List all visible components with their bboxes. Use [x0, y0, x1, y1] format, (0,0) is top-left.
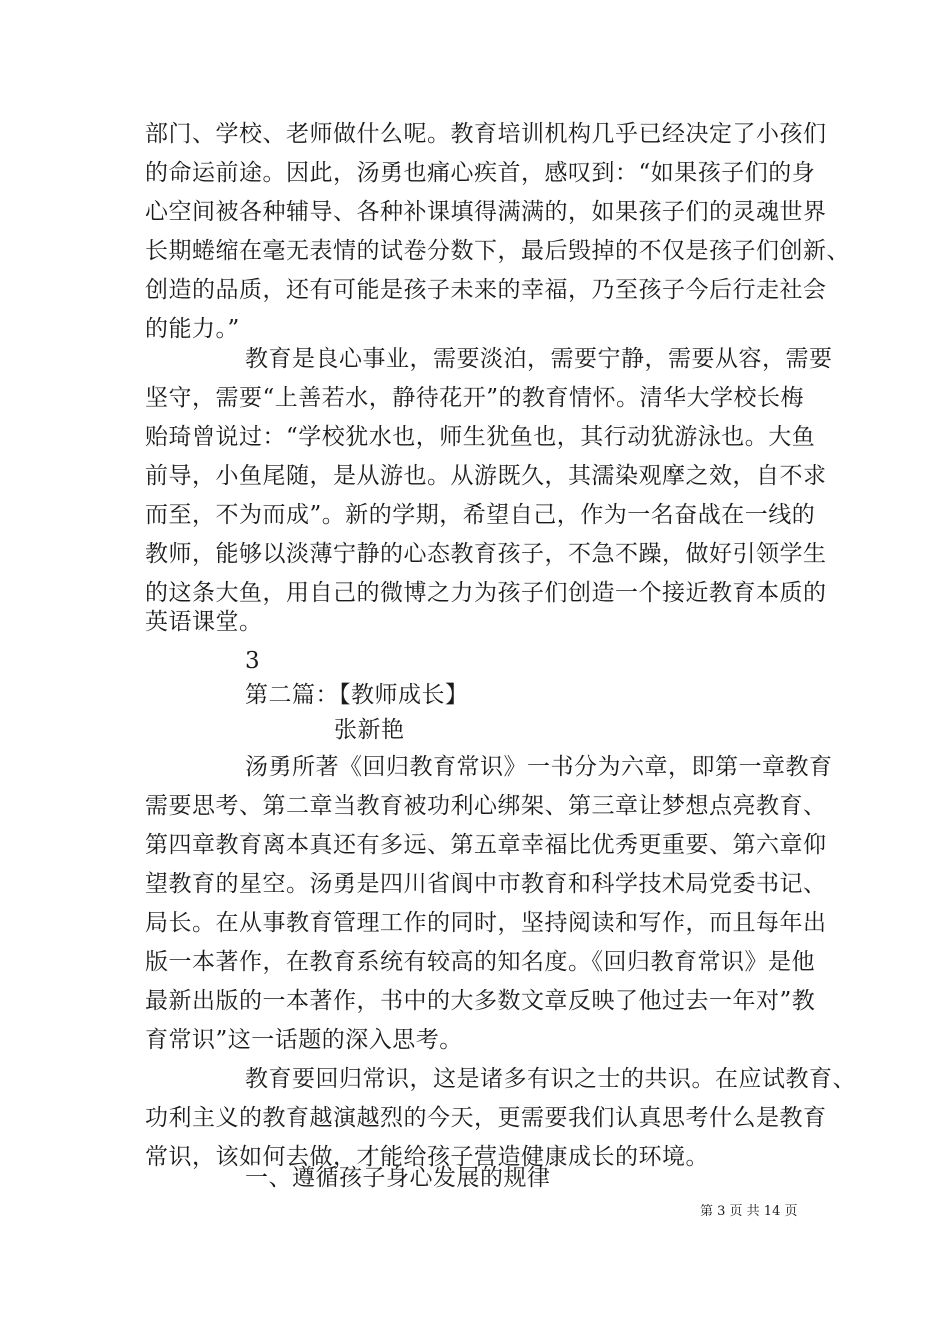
section-title: 第二篇：【教师成长】 [245, 682, 469, 708]
paragraph-line: 心空间被各种辅导、各种补课填得满满的，如果孩子们的灵魂世界 [145, 199, 827, 225]
page-footer: 第 3 页 共 14 页 [700, 1204, 798, 1219]
paragraph-line: 英语课堂。 [145, 609, 263, 635]
paragraph-line: 贻琦曾说过：“学校犹水也，师生犹鱼也，其行动犹游泳也。大鱼 [145, 424, 816, 450]
paragraph-line: 的能力。” [145, 316, 240, 342]
paragraph-line: 汤勇所著《回归教育常识》一书分为六章，即第一章教育 [245, 754, 833, 780]
paragraph-line: 望教育的星空。汤勇是四川省阆中市教育和科学技术局党委书记、 [145, 871, 827, 897]
paragraph-line: 长期蜷缩在毫无表情的试卷分数下，最后毁掉的不仅是孩子们创新、 [145, 238, 850, 264]
paragraph-line: 的命运前途。因此，汤勇也痛心疾首，感叹到：“如果孩子们的身 [145, 160, 816, 186]
author-name: 张新艳 [334, 717, 405, 743]
paragraph-line: 需要思考、第二章当教育被功利心绑架、第三章让梦想点亮教育、 [145, 793, 827, 819]
paragraph-line: 局长。在从事教育管理工作的同时，坚持阅读和写作，而且每年出 [145, 910, 827, 936]
paragraph-line: 坚守，需要“上善若水，静待花开”的教育情怀。清华大学校长梅 [145, 385, 805, 411]
paragraph-line: 常识，该如何去做，才能给孩子营造健康成长的环境。 [145, 1144, 709, 1170]
paragraph-line: 版一本著作，在教育系统有较高的知名度。《回归教育常识》是他 [145, 949, 815, 975]
paragraph-line: 最新出版的一本著作，书中的大多数文章反映了他过去一年对”教 [145, 988, 816, 1014]
subheading: 一、遵循孩子身心发展的规律 [245, 1165, 551, 1191]
section-number: 3 [245, 648, 261, 674]
paragraph-line: 教育要回归常识，这是诸多有识之士的共识。在应试教育、 [245, 1066, 856, 1092]
paragraph-line: 前导，小鱼尾随，是从游也。从游既久，其濡染观摩之效，自不求 [145, 463, 827, 489]
paragraph-line: 教育是良心事业，需要淡泊，需要宁静，需要从容，需要 [245, 346, 833, 372]
paragraph-line: 育常识”这一话题的深入思考。 [145, 1027, 463, 1053]
paragraph-line: 功利主义的教育越演越烈的今天，更需要我们认真思考什么是教育 [145, 1105, 827, 1131]
paragraph-line: 第四章教育离本真还有多远、第五章幸福比优秀更重要、第六章仰 [145, 832, 827, 858]
paragraph-line: 部门、学校、老师做什么呢。教育培训机构几乎已经决定了小孩们 [145, 121, 827, 147]
paragraph-line: 的这条大鱼，用自己的微博之力为孩子们创造一个接近教育本质的 [145, 580, 827, 606]
paragraph-line: 创造的品质，还有可能是孩子未来的幸福，乃至孩子今后行走社会 [145, 277, 827, 303]
paragraph-line: 而至，不为而成”。新的学期，希望自己，作为一名奋战在一线的 [145, 502, 816, 528]
paragraph-line: 教师，能够以淡薄宁静的心态教育孩子，不急不躁，做好引领学生 [145, 541, 827, 567]
